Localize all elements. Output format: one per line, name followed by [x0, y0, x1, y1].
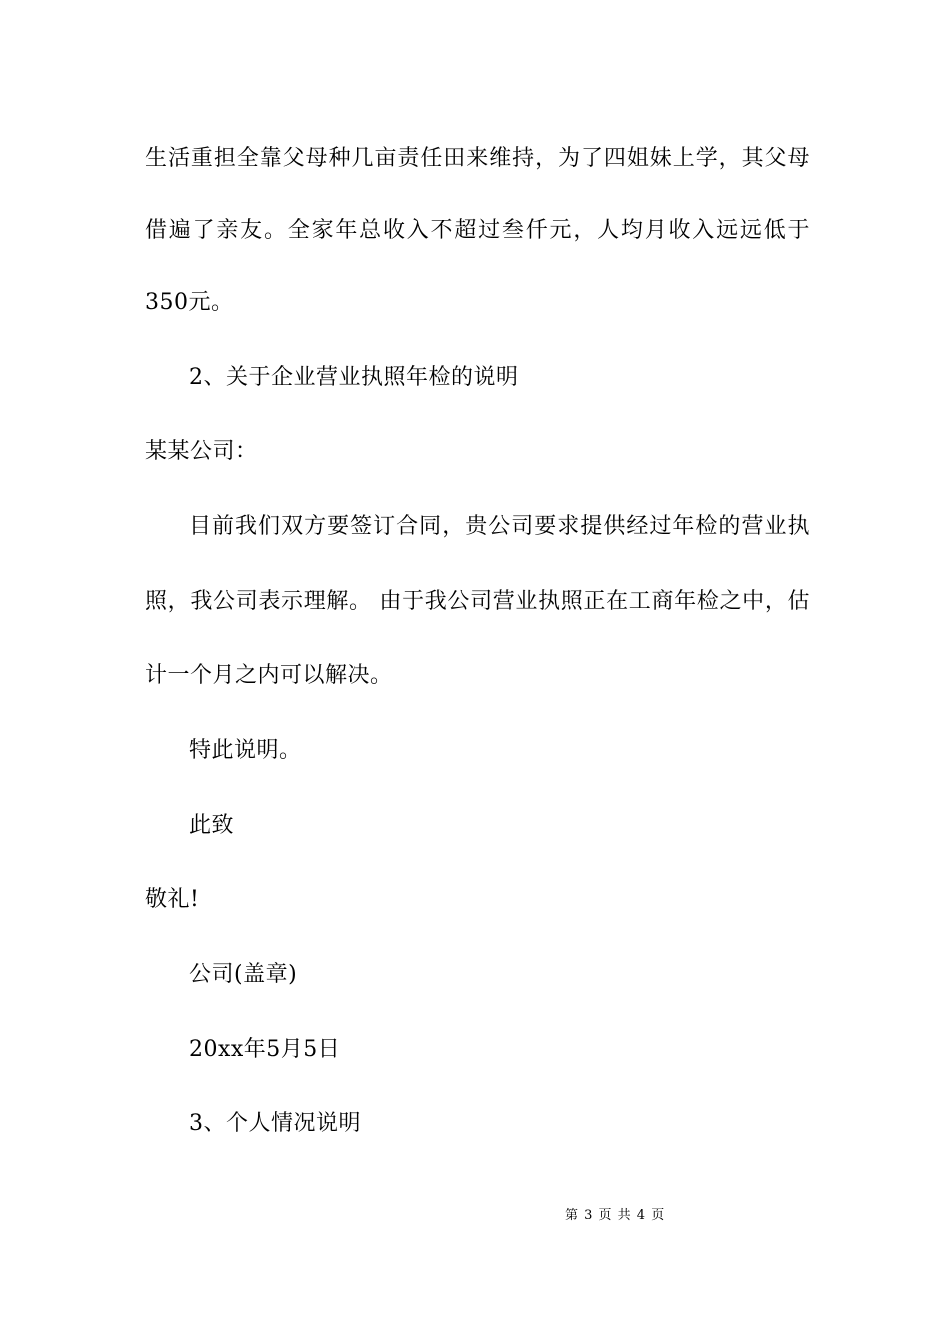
salutation: 某某公司： [145, 439, 258, 464]
closing-greeting: 敬礼! [145, 887, 200, 912]
closing-phrase: 此致 [189, 813, 235, 838]
paragraph-line: 计一个月之内可以解决。 [145, 663, 393, 688]
date-line: 20xx年5月5日 [189, 1037, 341, 1062]
paragraph-line: 目前我们双方要签订合同，贵公司要求提供经过年检的营业执 [189, 514, 810, 539]
section-heading: 2、关于企业营业执照年检的说明 [189, 365, 519, 390]
paragraph-line: 生活重担全靠父母种几亩责任田来维持，为了四姐妹上学，其父母 [145, 146, 810, 171]
closing-statement: 特此说明。 [189, 738, 302, 763]
paragraph-line: 借遍了亲友。全家年总收入不超过叁仟元，人均月收入远远低于 [145, 218, 810, 243]
paragraph-line: 照，我公司表示理解。 由于我公司营业执照正在工商年检之中，估 [145, 589, 810, 614]
page-number-footer: 第 3 页 共 4 页 [565, 1208, 666, 1223]
paragraph-line: 350元。 [145, 290, 234, 315]
section-heading: 3、个人情况说明 [189, 1111, 361, 1136]
signature-line: 公司(盖章) [189, 962, 298, 987]
